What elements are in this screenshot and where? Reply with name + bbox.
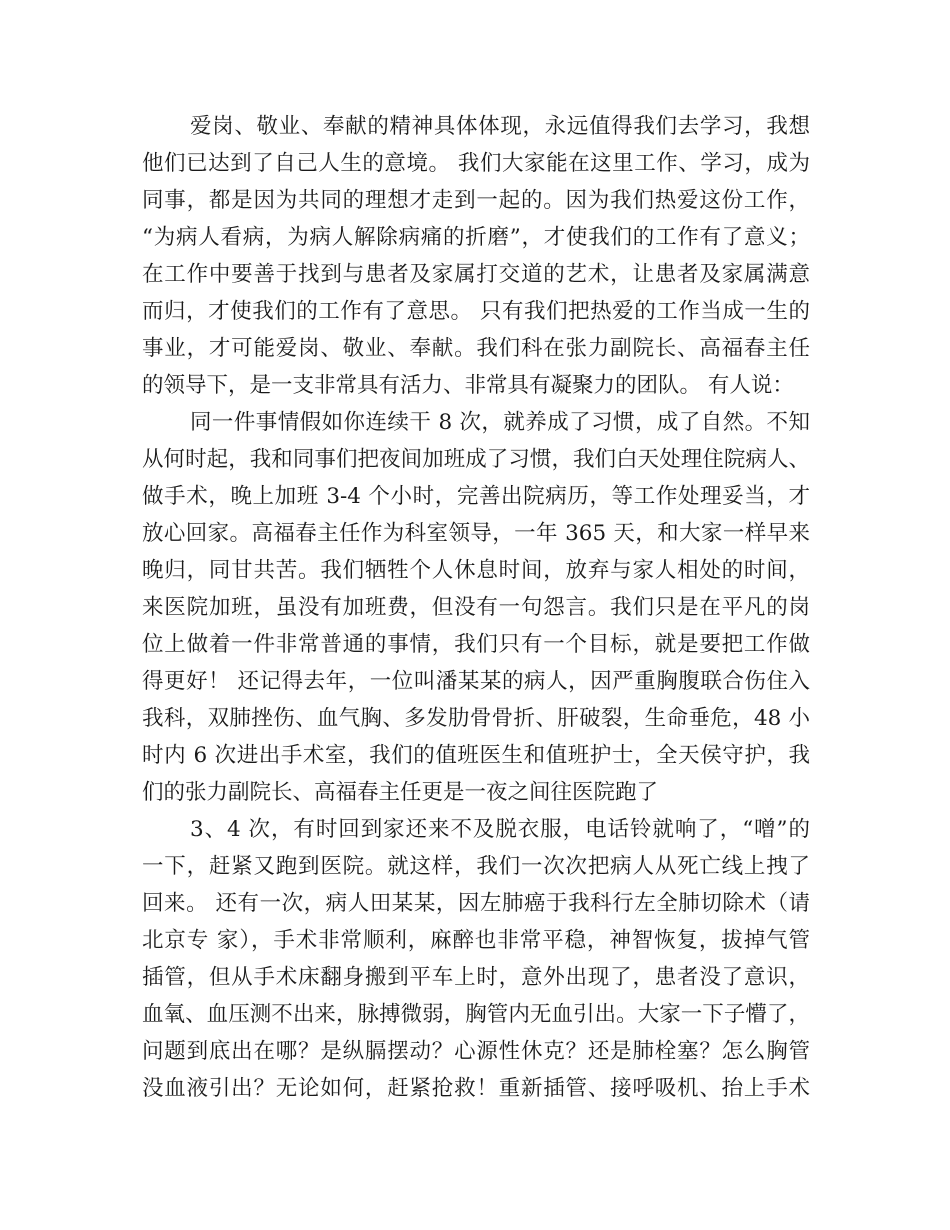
paragraph-1	[142, 108, 810, 404]
text-line: 而归，才使我们的工作有了意思。 只有我们把热爱的工作当成一生的	[142, 299, 810, 324]
text-line: 在工作中要善于找到与患者及家属打交道的艺术，让患者及家属满意	[142, 262, 810, 287]
text-line: 同事，都是因为共同的理想才走到一起的。因为我们热爱这份工作，	[142, 188, 810, 213]
text-line: 事业，才可能爱岗、敬业、奉献。我们科在张力副院长、高福春主任	[142, 336, 810, 361]
text-line: 从何时起，我和同事们把夜间加班成了习惯，我们白天处理住院病人、	[142, 447, 810, 472]
text-line: 的领导下，是一支非常具有活力、非常具有凝聚力的团队。 有人说：	[142, 373, 794, 398]
paragraph-3	[142, 811, 810, 1107]
text-line: 一下，赶紧又跑到医院。就这样，我们一次次把病人从死亡线上拽了	[142, 854, 810, 879]
text-line: 回来。 还有一次，病人田某某，因左肺癌于我科行左全肺切除术（请	[142, 891, 810, 916]
text-line: 放心回家。高福春主任作为科室领导，一年 365 天，和大家一样早来	[142, 521, 810, 546]
text-line: 来医院加班，虽没有加班费，但没有一句怨言。我们只是在平凡的岗	[142, 595, 810, 620]
document-body	[142, 108, 810, 1107]
text-line: 爱岗、敬业、奉献的精神具体体现，永远值得我们去学习，我想	[190, 114, 810, 139]
text-line: 我科，双肺挫伤、血气胸、多发肋骨骨折、肝破裂，生命垂危，48 小	[142, 706, 810, 731]
text-line: “为病人看病，为病人解除病痛的折磨”，才使我们的工作有了意义；	[142, 225, 810, 250]
text-line: 北京专 家），手术非常顺利，麻醉也非常平稳，神智恢复，拔掉气管	[142, 928, 810, 953]
text-line: 问题到底出在哪？是纵膈摆动？心源性休克？还是肺栓塞？怎么胸管	[142, 1039, 810, 1064]
text-line: 同一件事情假如你连续干 8 次，就养成了习惯，成了自然。不知	[190, 410, 810, 435]
text-line: 做手术，晚上加班 3-4 个小时，完善出院病历，等工作处理妥当，才	[142, 484, 810, 509]
text-line: 他们已达到了自己人生的意境。 我们大家能在这里工作、学习，成为	[142, 151, 810, 176]
text-line: 们的张力副院长、高福春主任更是一夜之间往医院跑了	[142, 780, 659, 805]
text-line: 血氧、血压测不出来，脉搏微弱，胸管内无血引出。大家一下子懵了，	[142, 1002, 810, 1027]
text-line: 没血液引出？无论如何，赶紧抢救！重新插管、接呼吸机、抬上手术	[142, 1076, 810, 1101]
paragraph-2	[142, 404, 810, 811]
text-line: 位上做着一件非常普通的事情，我们只有一个目标，就是要把工作做	[142, 632, 810, 657]
text-line: 时内 6 次进出手术室，我们的值班医生和值班护士，全天侯守护，我	[142, 743, 810, 768]
text-line: 晚归，同甘共苦。我们牺牲个人休息时间，放弃与家人相处的时间，	[142, 558, 810, 583]
text-line: 插管，但从手术床翻身搬到平车上时，意外出现了，患者没了意识，	[142, 965, 810, 990]
text-line: 3、4 次，有时回到家还来不及脱衣服，电话铃就响了，“噌”的	[190, 817, 810, 842]
text-line: 得更好！ 还记得去年，一位叫潘某某的病人，因严重胸腹联合伤住入	[142, 669, 810, 694]
